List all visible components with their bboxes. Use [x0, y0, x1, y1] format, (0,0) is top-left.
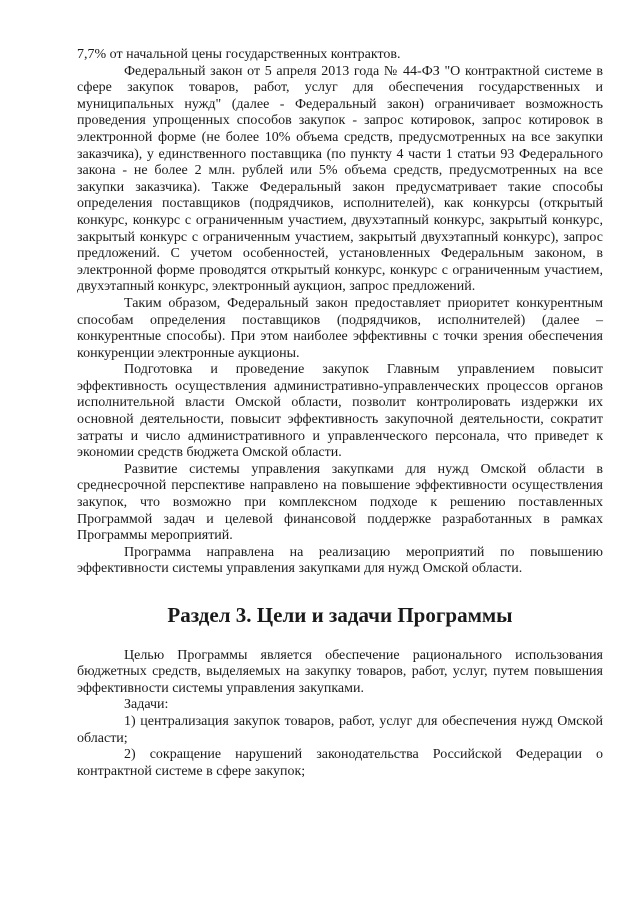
paragraph-development: Развитие системы управления закупками для нужд Омской области в среднесрочной перспективе направлено на повышение эффективности осуществления закупок, что возможно при комплексном подходе к решению поставленных Программой задач и целевой финансовой поддержке разработанных в рамках Программы мероприятий.	[77, 461, 603, 544]
paragraph-federal-law: Федеральный закон от 5 апреля 2013 года № 44-ФЗ "О контрактной системе в сфере закупок товаров, работ, услуг для обеспечения государственных и муниципальных нужд" (далее - Федеральный закон) ограничивает возможность проведения упрощенных способов закупок - запрос котировок, запрос котировок в электронной форме (не более 10% объема средств, предусмотренных на все закупки заказчика), у единственного поставщика (по пункту 4 части 1 статьи 93 Федерального закона - не более 2 млн. рублей или 5% объема средств, предусмотренных на все закупки заказчика). Также Федеральный закон предусматривает такие способы определения поставщиков (подрядчиков, исполнителей), как конкурсы (открытый конкурс, конкурс с ограниченным участием, двухэтапный конкурс, закрытый конкурс, закрытый конкурс с ограниченным участием, закрытый двухэтапный конкурс), запрос предложений. С учетом особенностей, установленных Федеральным законом, в электронной форме проводятся открытый конкурс, конкурс с ограниченным участием, двухэтапный конкурс, электронный аукцион, запрос предложений.	[77, 63, 603, 295]
task-item: 1) централизация закупок товаров, работ, услуг для обеспечения нужд Омской области;	[77, 713, 603, 746]
section-heading: Раздел 3. Цели и задачи Программы	[167, 603, 513, 627]
paragraph-continuation: 7,7% от начальной цены государственных контрактов.	[77, 47, 401, 62]
paragraph-goal: Целью Программы является обеспечение рационального использования бюджетных средств, выделяемых на закупку товаров, работ, услуг, путем повышения эффективности системы управления закупками.	[77, 647, 603, 696]
paragraph-priority: Таким образом, Федеральный закон предоставляет приоритет конкурентным способам определения поставщиков (подрядчиков, исполнителей) (далее – конкурентные способы). При этом наиболее эффективны с точки зрения обеспечения конкуренции электронные аукционы.	[77, 295, 603, 361]
tasks-label: Задачи:	[124, 697, 169, 713]
paragraph-program-aim: Программа направлена на реализацию мероприятий по повышению эффективности системы управления закупками для нужд Омской области.	[77, 544, 603, 577]
paragraph-preparation: Подготовка и проведение закупок Главным управлением повысит эффективность осуществления административно-управленческих процессов органов исполнительной власти Омской области, позволит контролировать издержки их основной деятельности, повысит эффективность закупочной деятельности, сократит затраты и число административного и управленческого персонала, что приведет к экономии средств бюджета Омской области.	[77, 362, 603, 461]
task-item: 2) сокращение нарушений законодательства Российской Федерации о контрактной системе в сфере закупок;	[77, 747, 603, 779]
